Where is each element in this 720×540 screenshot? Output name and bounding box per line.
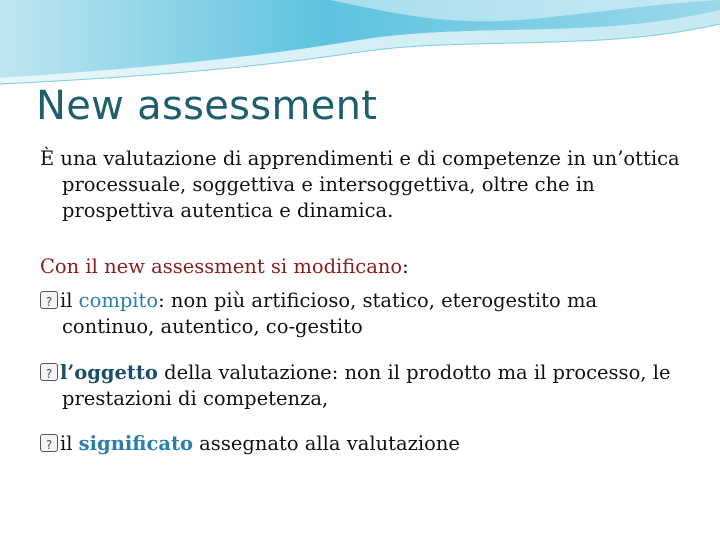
item-keyword: oggetto (74, 360, 158, 384)
list-item (40, 431, 690, 457)
item-text: della valutazione: non il prodotto ma il processo, le prestazioni di competenza, (62, 360, 671, 410)
lead-in-colon: : (402, 255, 409, 278)
slide-title: New assessment (36, 83, 378, 129)
item-prefix: il (60, 289, 79, 312)
list-item (40, 360, 690, 412)
item-keyword: significato (78, 432, 193, 455)
intro-paragraph: È una valutazione di apprendimenti e di competenze in un’ottica processuale, soggettiva e intersoggettiva, oltre che in prospettiva autentica e dinamica. (40, 147, 680, 222)
item-prefix: l’ (60, 360, 75, 384)
lead-in-text: Con il new assessment si modificano (40, 255, 403, 278)
list-item (40, 288, 690, 340)
item-prefix: il (60, 432, 79, 455)
missing-glyph-bullet-icon (40, 434, 58, 452)
item-keyword: compito (78, 289, 159, 312)
missing-glyph-bullet-icon (40, 291, 58, 309)
header-wave-decoration (0, 0, 720, 90)
item-text: assegnato alla valutazione (192, 432, 460, 455)
missing-glyph-bullet-icon (40, 363, 58, 381)
slide-body (40, 146, 690, 477)
item-text: : non più artificioso, statico, eterogestito ma continuo, autentico, co-gestito (62, 289, 598, 338)
lead-in-line (40, 254, 690, 280)
